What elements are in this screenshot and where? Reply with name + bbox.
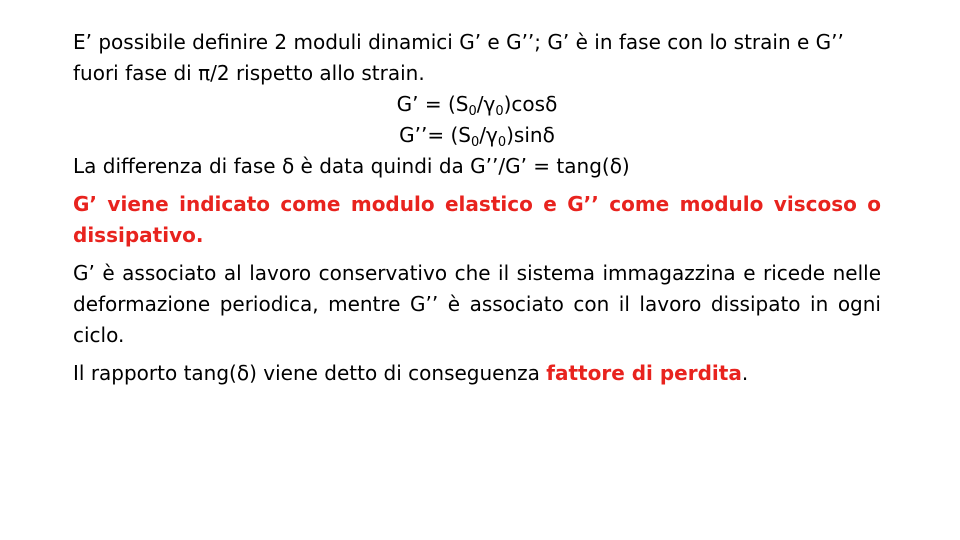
eq1-rhs: )cosδ: [503, 92, 558, 116]
eq1-sub-s: 0: [468, 104, 477, 119]
equation-g-double-prime: [73, 120, 881, 151]
eq1-lhs: G’ = (S: [396, 92, 469, 116]
eq1-sub-gamma: 0: [495, 104, 504, 119]
loss-factor-term: fattore di perdita: [546, 361, 742, 385]
equation-g-prime: [73, 89, 881, 120]
eq2-sub-s: 0: [470, 135, 480, 150]
paragraph-phase-difference: La differenza di fase δ è data quindi da G’’/G’ = tang(δ): [73, 154, 630, 178]
slide-body: [73, 27, 881, 389]
loss-factor-lead: Il rapporto tang(δ) viene detto di conseguenza: [73, 361, 547, 385]
paragraph-loss-factor: [73, 358, 881, 389]
loss-factor-period: .: [741, 361, 749, 385]
eq2-sub-gamma: 0: [497, 135, 507, 150]
paragraph-conservative-work: G’ è associato al lavoro conservativo che il sistema immagazzina e ricede nelle deformazione periodica, mentre G’’ è associato con il lavoro dissipato in ogni ciclo.: [73, 261, 881, 347]
eq2-lhs: G’’= (S: [399, 123, 471, 147]
eq2-rhs: )sinδ: [506, 123, 555, 147]
eq1-mid: /γ: [476, 92, 496, 116]
eq2-mid: /γ: [479, 123, 498, 147]
paragraph-moduli-definition: E’ possibile definire 2 moduli dinamici G’ e G’’; G’ è in fase con lo strain e G’’ fuori fase di π/2 rispetto allo strain.: [73, 30, 844, 85]
paragraph-elastic-viscous-modulus: G’ viene indicato come modulo elastico e G’’ come modulo viscoso o dissipativo.: [73, 192, 881, 247]
